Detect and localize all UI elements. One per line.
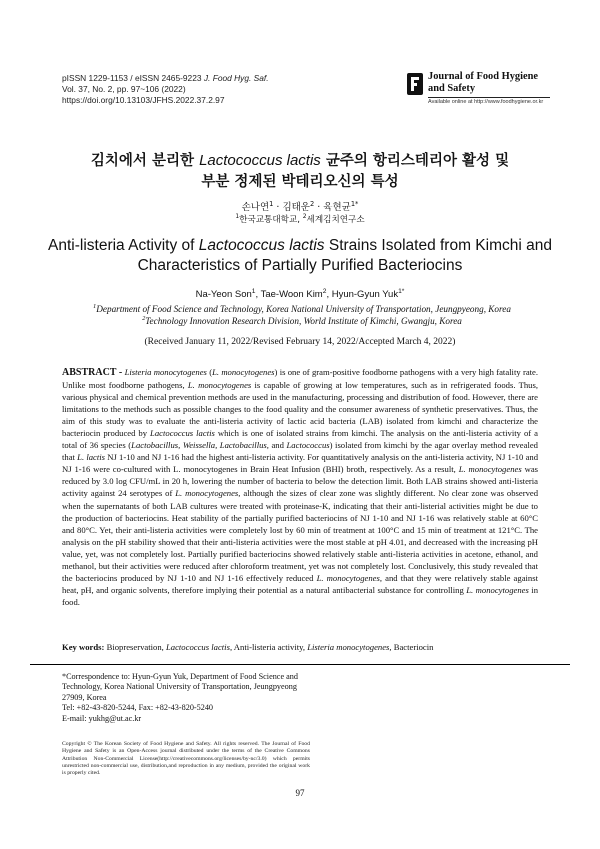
received-dates: (Received January 11, 2022/Revised February 14, 2022/Accepted March 4, 2022) xyxy=(144,337,456,347)
correspondence: *Correspondence to: Hyun-Gyun Yuk, Department of Food Science and Technology, Korea National University of Transportation, Jeungpyeong 27909, Korea Tel: +82-43-820-5244, Fax: +82-43-820-5240 E-mail: yukhg@ut.ac.kr xyxy=(62,672,310,724)
english-authors: Na-Yeon Son$^1$, Tae-Woon Kim$^2$, Hyun-Gyun Yuk$^{1*}$ xyxy=(195,287,405,300)
korean-title: 김치에서 분리한 Lactococcus lactis 균주의 항리스테리아 활성 및 부분 정제된 박테리오신의 특성 xyxy=(90,152,510,190)
correspondence-email[interactable]: E-mail: yukhg@ut.ac.kr xyxy=(62,713,142,723)
keywords-label: Key words: xyxy=(62,642,105,652)
copyright-notice: Copyright © The Korean Society of Food Hygiene and Safety. All rights reserved. The Journal of Food Hygiene and Safety is an Open-Access journal distributed under the terms of the Creative Commons Attribution Non-Commercial License(http://creativecommons.org/licenses/by-nc/3.0) which permits unrestricted non-commercial use, distribution,and reproduction in any medium, provided the original work is properly cited. xyxy=(62,741,310,777)
korean-title-species: Lactococcus lactis xyxy=(199,152,321,169)
logo-title: Journal of Food Hygiene and Safety xyxy=(428,71,538,95)
abstract: ABSTRACT - Listeria monocytogenes (L. monocytogenes) is one of gram-positive foodborne pathogens with a very high fatality rate. Unlike most foodborne pathogens, L. monocytogenes is capable of growing at low temperatures, such as in refrigerated foods. Thus, various physical and chemical prevention methods are used in the manufacturing, processing and distribution of food. However, there are limitations to the methods such as possible changes to the food quality and the consumer awareness of synthetic preservatives. Thus, the aim of this study was to evaluate the anti-listeria activity of lactic acid bacteria (LAB) isolated from kimchi and characterize the bacteriocin produced by Lactococcus lactis which is one of isolated strains from kimchi. The analysis on the anti-listeria activity of a total of 36 species (Lactobacillus, Weissella, Lactobacillus, and Lactococcus) isolated from kimchi by the agar overlay method revealed that L. lactis NJ 1-10 and NJ 1-16 had the highest anti-listeria activity. For quantitatively analysis on the anti-listeria activity, NJ 1-10 and NJ 1-16 were co-cultured with L. monocytogenes in Brain Heat Infusion (BHI) broth, respectively. As a result, L. monocytogenes was reduced by 3.0 log CFU/mL in 20 h, lowering the number of bacteria to below the detection limit. Both LAB strains showed anti-listeria activity against 24 serotypes of L. monocytogenes, although the sizes of clear zone was slightly different. No clear zone was observed when the supernatants of both LAB cultures were treated with proteinase-K, indicating that their anti-listerial activities might be due to the production of bacteriocins. Heat stability of the partially purified bacteriocins of NJ 1-10 and NJ 1-16 was relatively stable at 60°C and 80°C. Yet, their anti-listeria activities were completely lost by 60 min of treatment at 100°C and 15 min of treatment at 121°C. The analysis on the pH stability showed that their anti-listeria activities were the most stable at pH 4.01, and decreased with the increasing pH value, yet, was not completely lost. Partially purified bacteriocins showed relatively stable anti-listeria activities in acetone, ethanol, and methanol, but their activities were reduced after chloroform treatment, yet was not completely lost. Conclusively, this study revealed that the bacteriocins produced by NJ 1-10 and NJ 1-16 effectively reduced L. monocytogenes, and that they were relatively stable against heat, pH, and organic solvents, therefore implying their potential as a natural antibacterial substance for controlling L. monocytogenes in food. xyxy=(62,367,539,607)
logo-divider xyxy=(428,97,550,98)
issn: pISSN 1229-1153 / eISSN 2465-9223 xyxy=(62,73,202,83)
keywords: Key words: Biopreservation, Lactococcus lactis, Anti-listeria activity, Listeria monocytogenes, Bacteriocin xyxy=(62,642,434,652)
volume-info: Vol. 37, No. 2, pp. 97~106 (2022) xyxy=(62,84,186,95)
english-affiliations: $^1$Department of Food Science and Technology, Korea National University of Transportation, Jeungpyeong, Korea $^2$Technology Innovation Research Division, World Institute of Kimchi, Gwangju, Korea xyxy=(93,302,511,326)
korean-affiliations: $^1$한국교통대학교, $^2$세계김치연구소 xyxy=(235,213,365,225)
journal-abbr: J. Food Hyg. Saf. xyxy=(203,73,269,83)
doi-link[interactable]: https://doi.org/10.13103/JFHS.2022.37.2.97 xyxy=(62,95,225,106)
page-number: 97 xyxy=(295,788,305,798)
journal-logo-icon xyxy=(406,72,424,96)
english-title-species: Lactococcus lactis xyxy=(198,237,325,254)
footnote-divider xyxy=(30,664,570,665)
korean-authors: 손나연$^1$ · 김태운$^2$ · 육현균$^{1*}$ xyxy=(241,199,359,213)
journal-header xyxy=(62,73,269,107)
abstract-label: ABSTRACT - xyxy=(62,367,123,378)
english-title: Anti-listeria Activity of Lactococcus lactis Strains Isolated from Kimchi and Characteristics of Partially Purified Bacteriocins xyxy=(48,237,552,274)
journal-url[interactable]: Available online at http://www.foodhygiene.or.kr xyxy=(428,99,544,105)
journal-logo xyxy=(406,72,546,112)
